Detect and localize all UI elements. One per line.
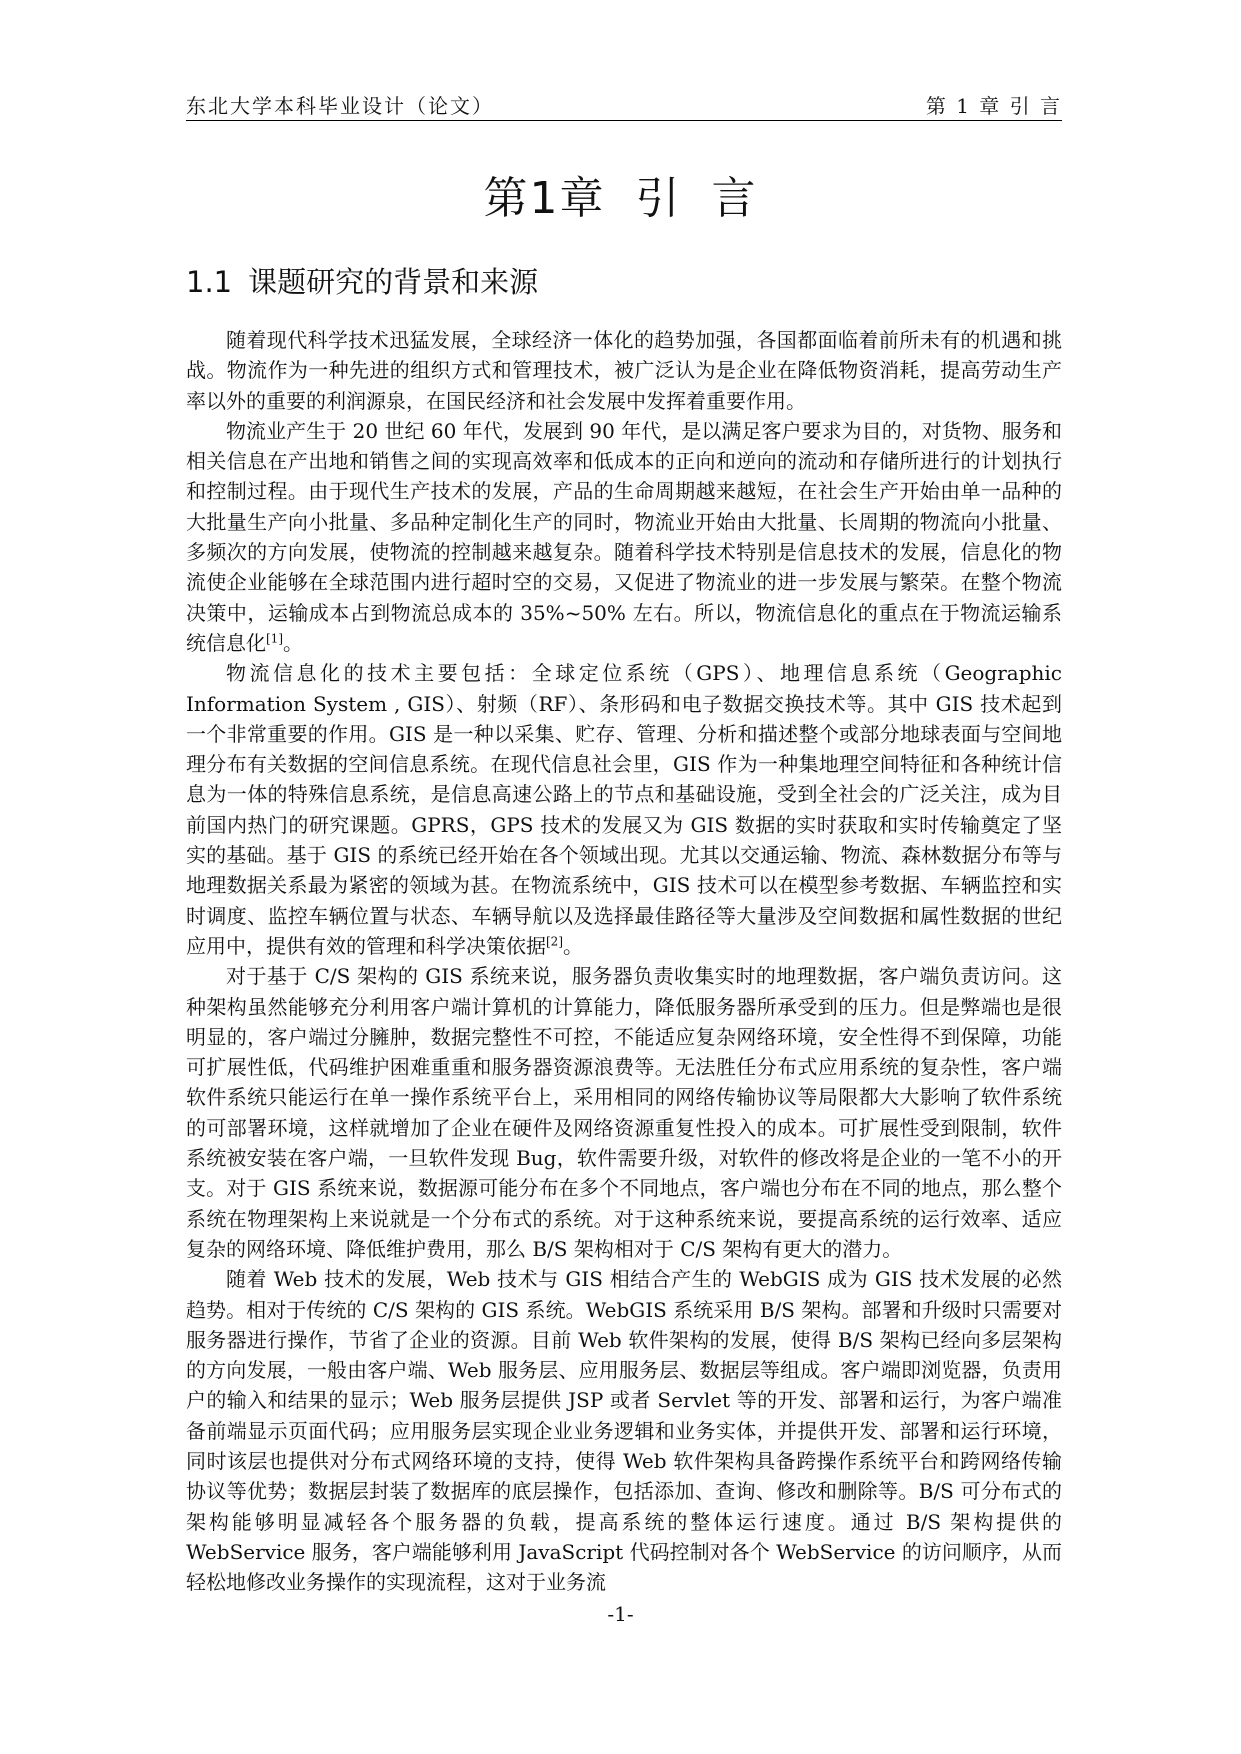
paragraph-1 [186,325,1062,416]
paragraph-3 [186,658,1062,961]
paragraph-2 [186,416,1062,658]
page-header [186,86,1062,121]
citation-ref: [1] [266,631,283,646]
body-text [186,325,1062,1597]
section-heading [186,260,538,301]
paragraph-text: 随着 Web 技术的发展，Web 技术与 GIS 相结合产生的 WebGIS 成为 GIS 技术发展的必然趋势。相对于传统的 C/S 架构的 GIS 系统。WebGIS 系统采用 B/S 架构。部署和升级时只需要对服务器进行操作，节省了企业的资源。目前 Web 软件架构的发展，使得 B/S 架构已经向多层架构的方向发展，一般由客户端、Web 服务层、应用服务层、数据层等组成。客户端即浏览器，负责用户的输入和结果的显示；Web 服务层提供 JSP 或者 Servlet 等的开发、部署和运行，为客户端准备前端显示页面代码；应用服务层实现企业业务逻辑和业务实体，并提供开发、部署和运行环境，同时该层也提供对分布式网络环境的支持，使得 Web 软件架构具备跨操作系统平台和跨网络传输协议等优势；数据层封装了数据库的底层操作，包括添加、查询、修改和删除等。B/S 可分布式的架构能够明显减轻各个服务器的负载，提高系统的整体运行速度。通过 B/S 架构提供的 WebService 服务，客户端能够利用 JavaScript 代码控制对各个 WebService 的访问顺序，从而轻松地修改业务操作的实现流程，这对于业务流 [186,1267,1062,1595]
paragraph-end: 。 [563,933,583,958]
paragraph-end: 。 [283,630,303,655]
paragraph-5 [186,1264,1062,1597]
paragraph-text: 物流业产生于 20 世纪 60 年代，发展到 90 年代，是以满足客户要求为目的，对货物、服务和相关信息在产出地和销售之间的实现高效率和低成本的正向和逆向的流动和存储所进行的计划执行和控制过程。由于现代生产技术的发展，产品的生命周期越来越短，在社会生产开始由单一品种的大批量生产向小批量、多品种定制化生产的同时，物流业开始由大批量、长周期的物流向小批量、多频次的方向发展，使物流的控制越来越复杂。随着科学技术特别是信息技术的发展，信息化的物流使企业能够在全球范围内进行超时空的交易，又促进了物流业的进一步发展与繁荣。在整个物流决策中，运输成本占到物流总成本的 35%~50% 左右。所以，物流信息化的重点在于物流运输系统信息化 [186,418,1062,655]
section-title: 课题研究的背景和来源 [248,265,539,299]
paragraph-4 [186,961,1062,1264]
chapter-title: 第1章 引 言 [483,173,758,224]
citation-ref: [2] [546,934,563,949]
paragraph-text: 对于基于 C/S 架构的 GIS 系统来说，服务器负责收集实时的地理数据，客户端负责访问。这种架构虽然能够充分利用客户端计算机的计算能力，降低服务器所承受到的压力。但是弊端也是很明显的，客户端过分臃肿，数据完整性不可控，不能适应复杂网络环境，安全性得不到保障，功能可扩展性低，代码维护困难重重和服务器资源浪费等。无法胜任分布式应用系统的复杂性，客户端软件系统只能运行在单一操作系统平台上，采用相同的网络传输协议等局限都大大影响了软件系统的可部署环境，这样就增加了企业在硬件及网络资源重复性投入的成本。可扩展性受到限制，软件系统被安装在客户端，一旦软件发现 Bug，软件需要升级，对软件的修改将是企业的一笔不小的开支。对于 GIS 系统来说，数据源可能分布在多个不同地点，客户端也分布在不同的地点，那么整个系统在物理架构上来说就是一个分布式的系统。对于这种系统来说，要提高系统的运行效率、适应复杂的网络环境、降低维护费用，那么 B/S 架构相对于 C/S 架构有更大的潜力。 [186,964,1062,1261]
header-chapter-label: 第 1 章 引 言 [925,94,1062,118]
paragraph-text: 随着现代科学技术迅猛发展，全球经济一体化的趋势加强，各国都面临着前所未有的机遇和挑战。物流作为一种先进的组织方式和管理技术，被广泛认为是企业在降低物资消耗，提高劳动生产率以外的重要的利润源泉，在国民经济和社会发展中发挥着重要作用。 [186,328,1062,413]
header-thesis-title: 东北大学本科毕业设计（论文） [186,94,494,118]
page-number: -1- [607,1602,634,1626]
paragraph-text: 物流信息化的技术主要包括：全球定位系统（GPS）、地理信息系统（Geographic Information System , GIS）、射频（RF）、条形码和电子数据交换技术等。其中 GIS 技术起到一个非常重要的作用。GIS 是一种以采集、贮存、管理、分析和描述整个或部分地球表面与空间地理分布有关数据的空间信息系统。在现代信息社会里，GIS 作为一种集地理空间特征和各种统计信息为一体的特殊信息系统，是信息高速公路上的节点和基础设施，受到全社会的广泛关注，成为目前国内热门的研究课题。GPRS，GPS 技术的发展又为 GIS 数据的实时获取和实时传输奠定了坚实的基础。基于 GIS 的系统已经开始在各个领域出现。尤其以交通运输、物流、森林数据分布等与地理数据关系最为紧密的领域为甚。在物流系统中，GIS 技术可以在模型参考数据、车辆监控和实时调度、监控车辆位置与状态、车辆导航以及选择最佳路径等大量涉及空间数据和属性数据的世纪应用中，提供有效的管理和科学决策依据 [186,661,1062,958]
section-number: 1.1 [186,265,233,299]
